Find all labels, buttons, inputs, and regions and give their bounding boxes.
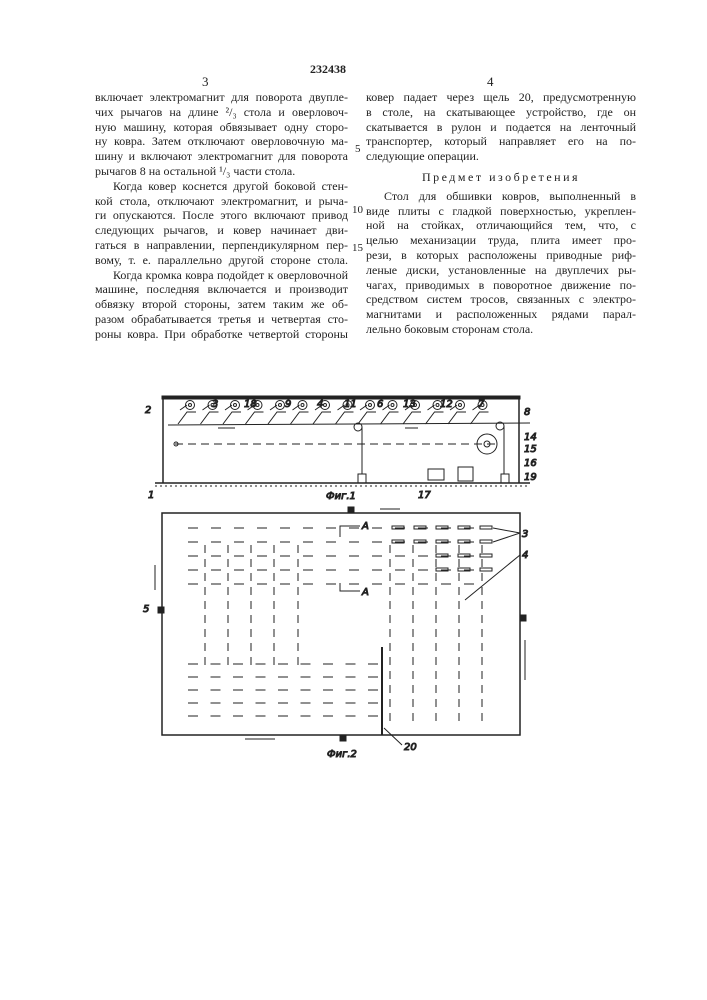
label-19: 19 bbox=[524, 472, 537, 483]
label-16: 16 bbox=[524, 458, 537, 469]
text-line: целью механизации труда, плита имеет про- bbox=[366, 233, 636, 248]
disc-hub bbox=[391, 404, 394, 407]
text-line: магнитами и расположенных рядами парал- bbox=[366, 307, 636, 322]
text-line: ковер падает через щель 20, предусмотренную bbox=[366, 90, 636, 105]
text-line: чагах, приводимых в поворотное движение по- bbox=[366, 278, 636, 293]
figure-drawings bbox=[0, 0, 707, 1000]
text-line: кой стола, отключают электромагнит, и рыча- bbox=[95, 194, 348, 209]
text-line: Когда кромка ковра подойдет к оверловочной bbox=[95, 268, 348, 283]
lever bbox=[201, 412, 219, 424]
lever-line bbox=[168, 423, 530, 425]
figure-2-caption: Фиг.2 bbox=[327, 749, 357, 760]
label-18: 18 bbox=[244, 399, 257, 410]
text-line: ную машину, которая обвязывает одну сторо- bbox=[95, 120, 348, 135]
label-14: 14 bbox=[524, 432, 537, 443]
line-number-5: 5 bbox=[355, 143, 361, 155]
label-5: 5 bbox=[143, 604, 149, 615]
block-19 bbox=[501, 474, 509, 483]
disc-hub bbox=[189, 404, 192, 407]
text-line: чих рычагов на длине ²/₃ стола и оверловоч- bbox=[95, 105, 348, 120]
label-2: 2 bbox=[145, 405, 151, 416]
text-line: шину и включают электромагнит для поворота bbox=[95, 149, 348, 164]
lever bbox=[358, 412, 376, 424]
text-line: лельно боковым сторонам стола. bbox=[366, 322, 636, 337]
figure-2 bbox=[143, 507, 528, 760]
page-number-right: 4 bbox=[487, 74, 494, 90]
text-line: ной на стойках, отличающийся тем, что, с bbox=[366, 218, 636, 233]
gearbox-16 bbox=[458, 467, 473, 481]
label-12: 12 bbox=[440, 399, 453, 410]
label-1: 1 bbox=[148, 490, 154, 501]
lever bbox=[291, 412, 309, 424]
lever bbox=[336, 412, 354, 424]
lever bbox=[426, 412, 444, 424]
label-7: 7 bbox=[478, 399, 485, 410]
disc-hub bbox=[459, 404, 462, 407]
label-4: 4 bbox=[317, 399, 323, 410]
leader-line bbox=[384, 728, 402, 745]
leader-line bbox=[465, 555, 520, 600]
disc-hub bbox=[324, 404, 327, 407]
text-line: ну ковра. Затем отключают оверловочную ма- bbox=[95, 134, 348, 149]
lever bbox=[246, 412, 264, 424]
label-15: 15 bbox=[524, 444, 537, 455]
text-line: гаться в направлении, перпендикулярном пер- bbox=[95, 238, 348, 253]
label-20: 20 bbox=[404, 742, 417, 753]
label-a-top: A bbox=[361, 521, 369, 532]
lever bbox=[381, 412, 399, 424]
text-line: средством систем тросов, связанных с электро- bbox=[366, 292, 636, 307]
label-4: 4 bbox=[522, 550, 528, 561]
disc-hub bbox=[436, 404, 439, 407]
label-6: 6 bbox=[377, 399, 383, 410]
text-line: вому, т. е. параллельно другой стороне стола. bbox=[95, 253, 348, 268]
lever bbox=[178, 412, 196, 424]
text-line: следующих рычагов, и ковер начинает дви- bbox=[95, 223, 348, 238]
text-line: виде плиты с гладкой поверхностью, укреплен- bbox=[366, 204, 636, 219]
label-11: 11 bbox=[344, 399, 357, 410]
lever bbox=[313, 412, 331, 424]
lever bbox=[471, 412, 489, 424]
patent-number: 232438 bbox=[310, 62, 346, 77]
text-line: машине, последняя включается и производит bbox=[95, 282, 348, 297]
text-line: включает электромагнит для поворота двупле- bbox=[95, 90, 348, 105]
page-number-left: 3 bbox=[202, 74, 209, 90]
overlock-machine-right bbox=[520, 615, 526, 621]
overlock-machine-top bbox=[348, 507, 354, 513]
lever bbox=[448, 412, 466, 424]
label-8: 8 bbox=[524, 407, 530, 418]
weight-block bbox=[358, 474, 366, 483]
label-a-bottom: A bbox=[361, 587, 369, 598]
disc-slot bbox=[480, 540, 492, 543]
line-number-10: 10 bbox=[352, 204, 363, 216]
overlock-machine-bottom bbox=[340, 735, 346, 741]
disc-hub bbox=[234, 404, 237, 407]
text-line: ги опускаются. После этого включают привод bbox=[95, 208, 348, 223]
text-line: леные диски, установленные на двуплечих ры- bbox=[366, 263, 636, 278]
motor-17 bbox=[428, 469, 444, 480]
lever bbox=[403, 412, 421, 424]
text-line: обвязку второй стороны, затем таким же об- bbox=[95, 297, 348, 312]
claims-heading: Предмет изобретения bbox=[366, 170, 636, 185]
label-17: 17 bbox=[418, 490, 431, 501]
text-line: следующие операции. bbox=[366, 149, 636, 164]
text-line: рычагов 8 на остальной ¹/₃ части стола. bbox=[95, 164, 348, 179]
lever bbox=[268, 412, 286, 424]
leader-line bbox=[493, 528, 520, 533]
disc-slot bbox=[480, 526, 492, 529]
label-13: 13 bbox=[403, 399, 416, 410]
text-line: транспортер, который направляет его на по- bbox=[366, 134, 636, 149]
label-3: 3 bbox=[522, 529, 528, 540]
disc-slots bbox=[188, 526, 492, 721]
figure-1 bbox=[145, 396, 537, 502]
disc-hub bbox=[279, 404, 282, 407]
lever bbox=[223, 412, 241, 424]
disc-slot bbox=[480, 568, 492, 571]
table-plan bbox=[162, 513, 520, 735]
patent-page bbox=[0, 0, 707, 1000]
text-line: Когда ковер коснется другой боковой стен- bbox=[95, 179, 348, 194]
text-line: в столе, на скатывающее устройство, где он bbox=[366, 105, 636, 120]
label-9: 9 bbox=[285, 399, 291, 410]
text-line: Стол для обшивки ковров, выполненный в bbox=[366, 189, 636, 204]
leader-line bbox=[493, 533, 520, 542]
text-line: разом обрабатывается третья и четвертая сто- bbox=[95, 312, 348, 327]
disc-hub bbox=[369, 404, 372, 407]
figure-1-caption: Фиг.1 bbox=[326, 491, 356, 502]
label-3: 3 bbox=[212, 399, 218, 410]
text-line: рези, в которых расположены приводные риф- bbox=[366, 248, 636, 263]
text-line: скатывается в рулон и подается на ленточный bbox=[366, 120, 636, 135]
overlock-machine-left bbox=[158, 607, 164, 613]
disc-slot bbox=[480, 554, 492, 557]
text-line: роны ковра. При обработке четвертой стороны bbox=[95, 327, 348, 342]
disc-hub bbox=[301, 404, 304, 407]
line-number-15: 15 bbox=[352, 242, 363, 254]
